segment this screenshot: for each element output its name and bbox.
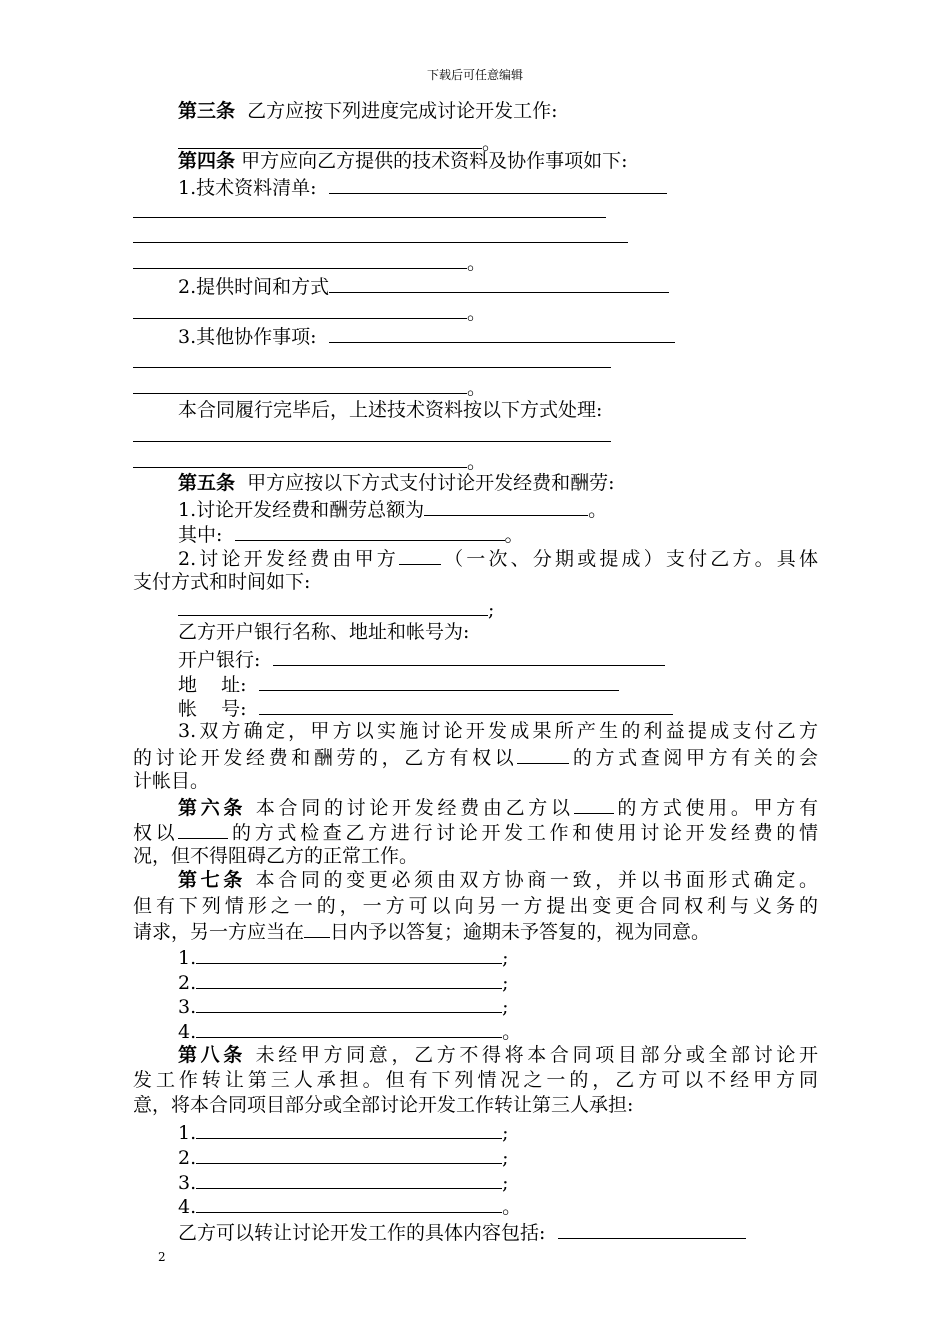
profit-share-line: 3.双方确定，甲方以实施讨论开发成果所产生的利益提成支付乙方: [178, 720, 818, 742]
blank-line: [133, 421, 611, 447]
blank-line: 。: [133, 248, 486, 274]
fill-blank[interactable]: [133, 222, 628, 243]
fill-blank[interactable]: [196, 1192, 502, 1213]
of-which: 其中: 。: [178, 520, 524, 546]
page-header: 下载后可任意编辑: [426, 68, 523, 82]
fill-blank[interactable]: [133, 248, 467, 269]
payment-method-line: 2.讨论开发经费由甲方 （一次、分期或提成）支付乙方。具体: [178, 544, 818, 570]
fill-blank[interactable]: [329, 173, 667, 194]
bank-address: 地 址:: [178, 670, 619, 696]
tech-materials-list: 1.技术资料清单:: [178, 173, 667, 199]
blank-line: 。: [133, 373, 486, 399]
fill-blank[interactable]: [133, 298, 467, 319]
list-item: 2. ;: [178, 1143, 509, 1169]
list-item: 1. ;: [178, 1118, 509, 1144]
list-item: 2. ;: [178, 968, 509, 994]
payment-method-cont: 支付方式和时间如下:: [133, 571, 311, 593]
list-item: 4. 。: [178, 1192, 521, 1218]
blank-line: 。: [178, 128, 501, 154]
fill-blank[interactable]: [196, 943, 502, 964]
article-7-line2: 但有下列情形之一的，一方可以向另一方提出变更合同权利与义务的: [133, 895, 818, 917]
article-6-line3: 况，但不得阻碍乙方的正常工作。: [133, 845, 419, 867]
list-item: 3. ;: [178, 1168, 509, 1194]
profit-share-cont: 的讨论开发经费和酬劳的，乙方有权以 的方式查阅甲方有关的会: [133, 743, 818, 769]
fill-blank[interactable]: [235, 520, 505, 541]
fill-blank[interactable]: [196, 1118, 502, 1139]
fill-blank[interactable]: [517, 743, 569, 764]
article-7-heading: 第七条 本合同的变更必须由双方协商一致，并以书面形式确定。: [178, 869, 818, 891]
blank-line: 。: [133, 298, 486, 324]
article-7-line3: 请求，另一方应当在 日内予以答复；逾期未予答复的，视为同意。: [133, 917, 710, 943]
fill-blank[interactable]: [304, 917, 330, 938]
article-6-line2: 权以 的方式检查乙方进行讨论开发工作和使用讨论开发经费的情: [133, 818, 818, 844]
fill-blank[interactable]: [273, 645, 665, 666]
article-5-heading: 第五条 甲方应按以下方式支付讨论开发经费和酬劳:: [178, 472, 615, 494]
fill-blank[interactable]: [133, 373, 467, 394]
fill-blank[interactable]: [178, 128, 482, 149]
page-number: 2: [158, 1250, 166, 1264]
fill-blank[interactable]: [133, 447, 467, 468]
fill-blank[interactable]: [178, 595, 488, 616]
list-item: 1. ;: [178, 943, 509, 969]
provide-time-method: 2.提供时间和方式: [178, 272, 669, 298]
after-completion: 本合同履行完毕后，上述技术资料按以下方式处理:: [178, 399, 603, 421]
list-item: 3. ;: [178, 992, 509, 1018]
article-6-heading: 第六条 本合同的讨论开发经费由乙方以 的方式使用。甲方有: [178, 793, 818, 819]
fill-blank[interactable]: [399, 544, 441, 565]
total-fee: 1.讨论开发经费和酬劳总额为 。: [178, 495, 607, 521]
fill-blank[interactable]: [178, 818, 228, 839]
blank-line: ;: [178, 595, 494, 621]
fill-blank[interactable]: [196, 1017, 502, 1038]
fill-blank[interactable]: [329, 272, 669, 293]
article-8-heading: 第八条 未经甲方同意，乙方不得将本合同项目部分或全部讨论开: [178, 1044, 818, 1066]
article-4-heading: 第四条 甲方应向乙方提供的技术资料及协作事项如下:: [178, 150, 628, 172]
fill-blank[interactable]: [558, 1218, 746, 1239]
article-3-heading: 第三条 乙方应按下列进度完成讨论开发工作:: [178, 100, 558, 122]
fill-blank[interactable]: [196, 1168, 502, 1189]
fill-blank[interactable]: [574, 793, 614, 814]
transfer-content: 乙方可以转让讨论开发工作的具体内容包括:: [178, 1218, 746, 1244]
fill-blank[interactable]: [259, 694, 673, 715]
blank-line: [133, 197, 606, 223]
fill-blank[interactable]: [424, 495, 588, 516]
fill-blank[interactable]: [133, 347, 611, 368]
blank-line: [133, 347, 611, 373]
fill-blank[interactable]: [329, 322, 675, 343]
fill-blank[interactable]: [196, 1143, 502, 1164]
bank-name: 开户银行:: [178, 645, 665, 671]
fill-blank[interactable]: [196, 992, 502, 1013]
fill-blank[interactable]: [133, 197, 606, 218]
bank-intro: 乙方开户银行名称、地址和帐号为:: [178, 621, 470, 643]
profit-share-end: 计帐目。: [133, 770, 210, 792]
bank-account: 帐 号:: [178, 694, 673, 720]
fill-blank[interactable]: [133, 421, 611, 442]
blank-line: 。: [133, 447, 486, 473]
fill-blank[interactable]: [259, 670, 619, 691]
blank-line: [133, 222, 628, 248]
article-8-line3: 意，将本合同项目部分或全部讨论开发工作转让第三人承担:: [133, 1094, 634, 1116]
other-cooperation: 3.其他协作事项:: [178, 322, 675, 348]
list-item: 4. 。: [178, 1017, 521, 1043]
article-8-line2: 发工作转让第三人承担。但有下列情况之一的，乙方可以不经甲方同: [133, 1069, 818, 1091]
fill-blank[interactable]: [196, 968, 502, 989]
